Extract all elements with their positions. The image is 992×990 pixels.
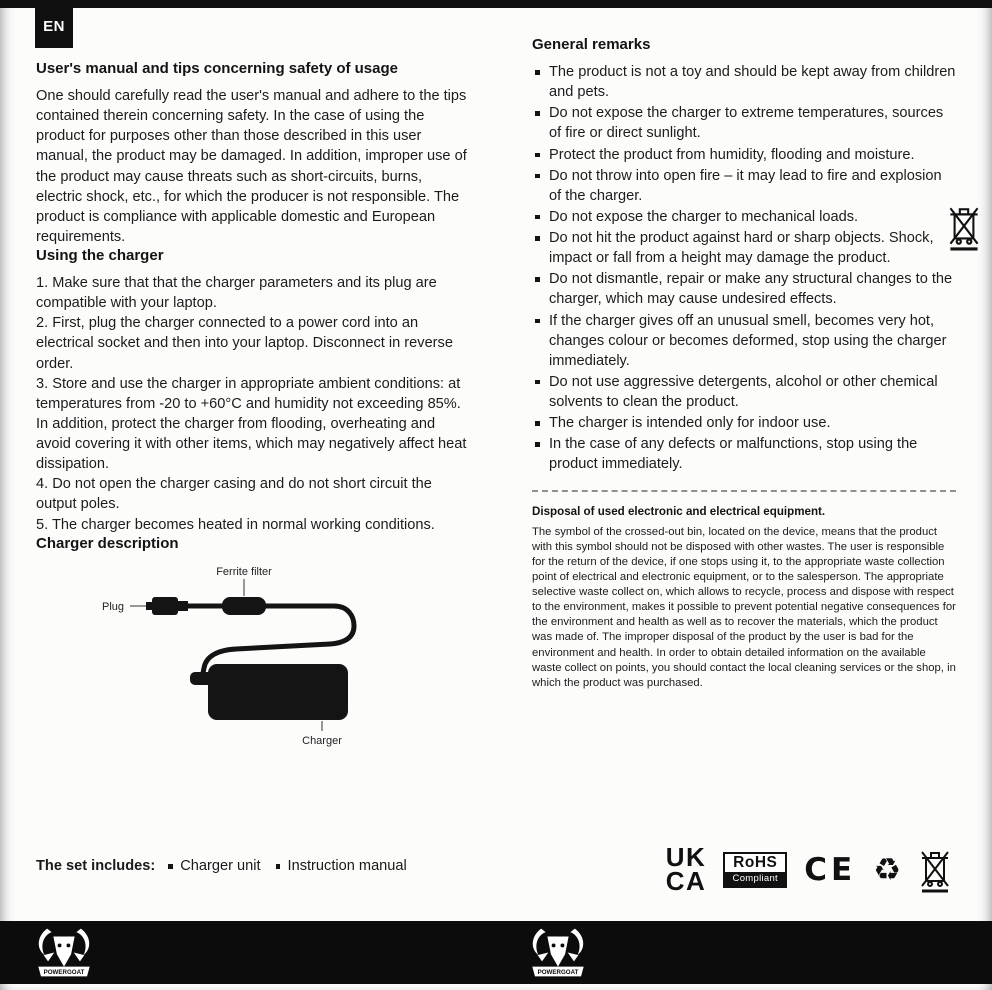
set-includes-items [167, 858, 407, 874]
charger-body-icon [208, 664, 348, 720]
ferrite-filter-icon [222, 597, 266, 615]
step-item: 3. Store and use the charger in appropriate ambient conditions: at temperatures from -20 to +60°C and humidity not exceeding 85%. In addition, protect the charger from flooding, overheating and avoid covering it with other items, which may negatively affect heat dissipation. [36, 375, 467, 473]
remark-item: The charger is intended only for indoor use. [532, 413, 956, 433]
language-badge: EN [35, 5, 73, 48]
remark-item: The product is not a toy and should be kept away from children and pets. [532, 62, 956, 102]
remark-item: Do not expose the charger to extreme temperatures, sources of fire or direct sunlight. [532, 103, 956, 143]
rohs-compliant-label: Compliant [725, 872, 785, 886]
ukca-line1: UK [665, 842, 707, 872]
rohs-mark [723, 852, 787, 888]
step-item: 4. Do not open the charger casing and do not short circuit the output poles. [36, 476, 432, 513]
ukca-line2: CA [665, 865, 707, 896]
safety-paragraph: One should carefully read the user's manual and adhere to the tips contained therein concerning safety. In the case of using the product for purposes other than those described in this user manual, the product may be damaged. In addition, improper use of the product may cause threats such as short-circuits, burns, electric shock, etc., for which the producer is not responsible. The product is compliance with applicable domestic and European requirements. [36, 88, 467, 245]
safety-heading: User's manual and tips concerning safety of usage [36, 60, 398, 77]
general-remarks-heading: General remarks [532, 36, 651, 53]
charger-steps [36, 273, 468, 535]
remark-item: If the charger gives off an unusual smell, becomes very hot, changes colour or becomes deformed, stop using the charger immediately. [532, 311, 956, 371]
set-includes-row [36, 858, 407, 874]
remark-item: In the case of any defects or malfunctions, stop using the product immediately. [532, 434, 956, 474]
remark-item: Do not use aggressive detergents, alcohol or other chemical solvents to clean the product. [532, 372, 956, 412]
plug-label: Plug [102, 600, 125, 613]
disposal-paragraph: The symbol of the crossed-out bin, located on the device, means that the product with this symbol should not be disposed with other wastes. The user is responsible for the return of the device, if one stops using it, to the appropriate waste collection point of electrical and electronic equipment, or to the salesperson. The appropriate selective waste collect on, which allows to recycle, process and dispose with respect to the environment, makes it possible to prevent potential negative consequences for the environment and health as well as to recover the materials, which the product was made of. The improper disposal of the product by the user is bad for the environment and health. In order to obtain detailed information on the available waste collect on points, you should contact the local cleaning services or the shop, in which the product was purchased. [532, 525, 956, 689]
remark-item: Do not expose the charger to mechanical loads. [532, 207, 956, 227]
remark-item: Protect the product from humidity, flooding and moisture. [532, 145, 956, 165]
powergoat-wordmark: POWERGOAT [43, 969, 85, 977]
plug-icon [146, 597, 188, 615]
left-column [36, 60, 468, 757]
top-border [0, 0, 992, 8]
remark-item: Do not throw into open fire – it may lead to fire and explosion of the charger. [532, 166, 956, 206]
disposal-heading: Disposal of used electronic and electrical equipment. [532, 504, 826, 518]
step-item: 5. The charger becomes heated in normal working conditions. [36, 516, 435, 533]
remark-item: Do not dismantle, repair or make any structural changes to the charger, which may cause undesired effects. [532, 269, 956, 309]
powergoat-wordmark: POWERGOAT [537, 969, 579, 977]
rohs-name: RoHS [733, 853, 778, 871]
compliance-marks [665, 842, 952, 896]
charger-diagram-drawing [94, 564, 394, 752]
charger-description-heading: Charger description [36, 534, 179, 552]
powergoat-logo [527, 924, 589, 981]
charger-label: Charger [302, 734, 342, 747]
dashed-divider [532, 490, 956, 492]
step-item: 1. Make sure that that the charger parameters and its plug are compatible with your laptop. [36, 275, 437, 312]
weee-bin-icon [918, 847, 952, 893]
ce-mark: CE [804, 851, 857, 888]
set-includes-item: Charger unit [167, 858, 260, 874]
general-remarks-list [532, 62, 956, 475]
powergoat-logo [33, 924, 95, 981]
ukca-mark [665, 842, 707, 896]
ferrite-filter-label: Ferrite filter [216, 565, 272, 578]
charger-diagram [94, 564, 468, 757]
weee-bin-icon [946, 203, 982, 251]
step-item: 2. First, plug the charger connected to a power cord into an electrical socket and then into your laptop. Disconnect in reverse order. [36, 315, 453, 372]
set-includes-label: The set includes: [36, 858, 156, 874]
right-column [532, 36, 956, 691]
remark-item: Do not hit the product against hard or sharp objects. Shock, impact or fall from a height may damage the product. [532, 228, 956, 268]
recycle-icon: ♻ [873, 852, 901, 888]
set-includes-item: Instruction manual [275, 858, 407, 874]
footer-bar [0, 921, 992, 984]
using-charger-heading: Using the charger [36, 247, 164, 264]
